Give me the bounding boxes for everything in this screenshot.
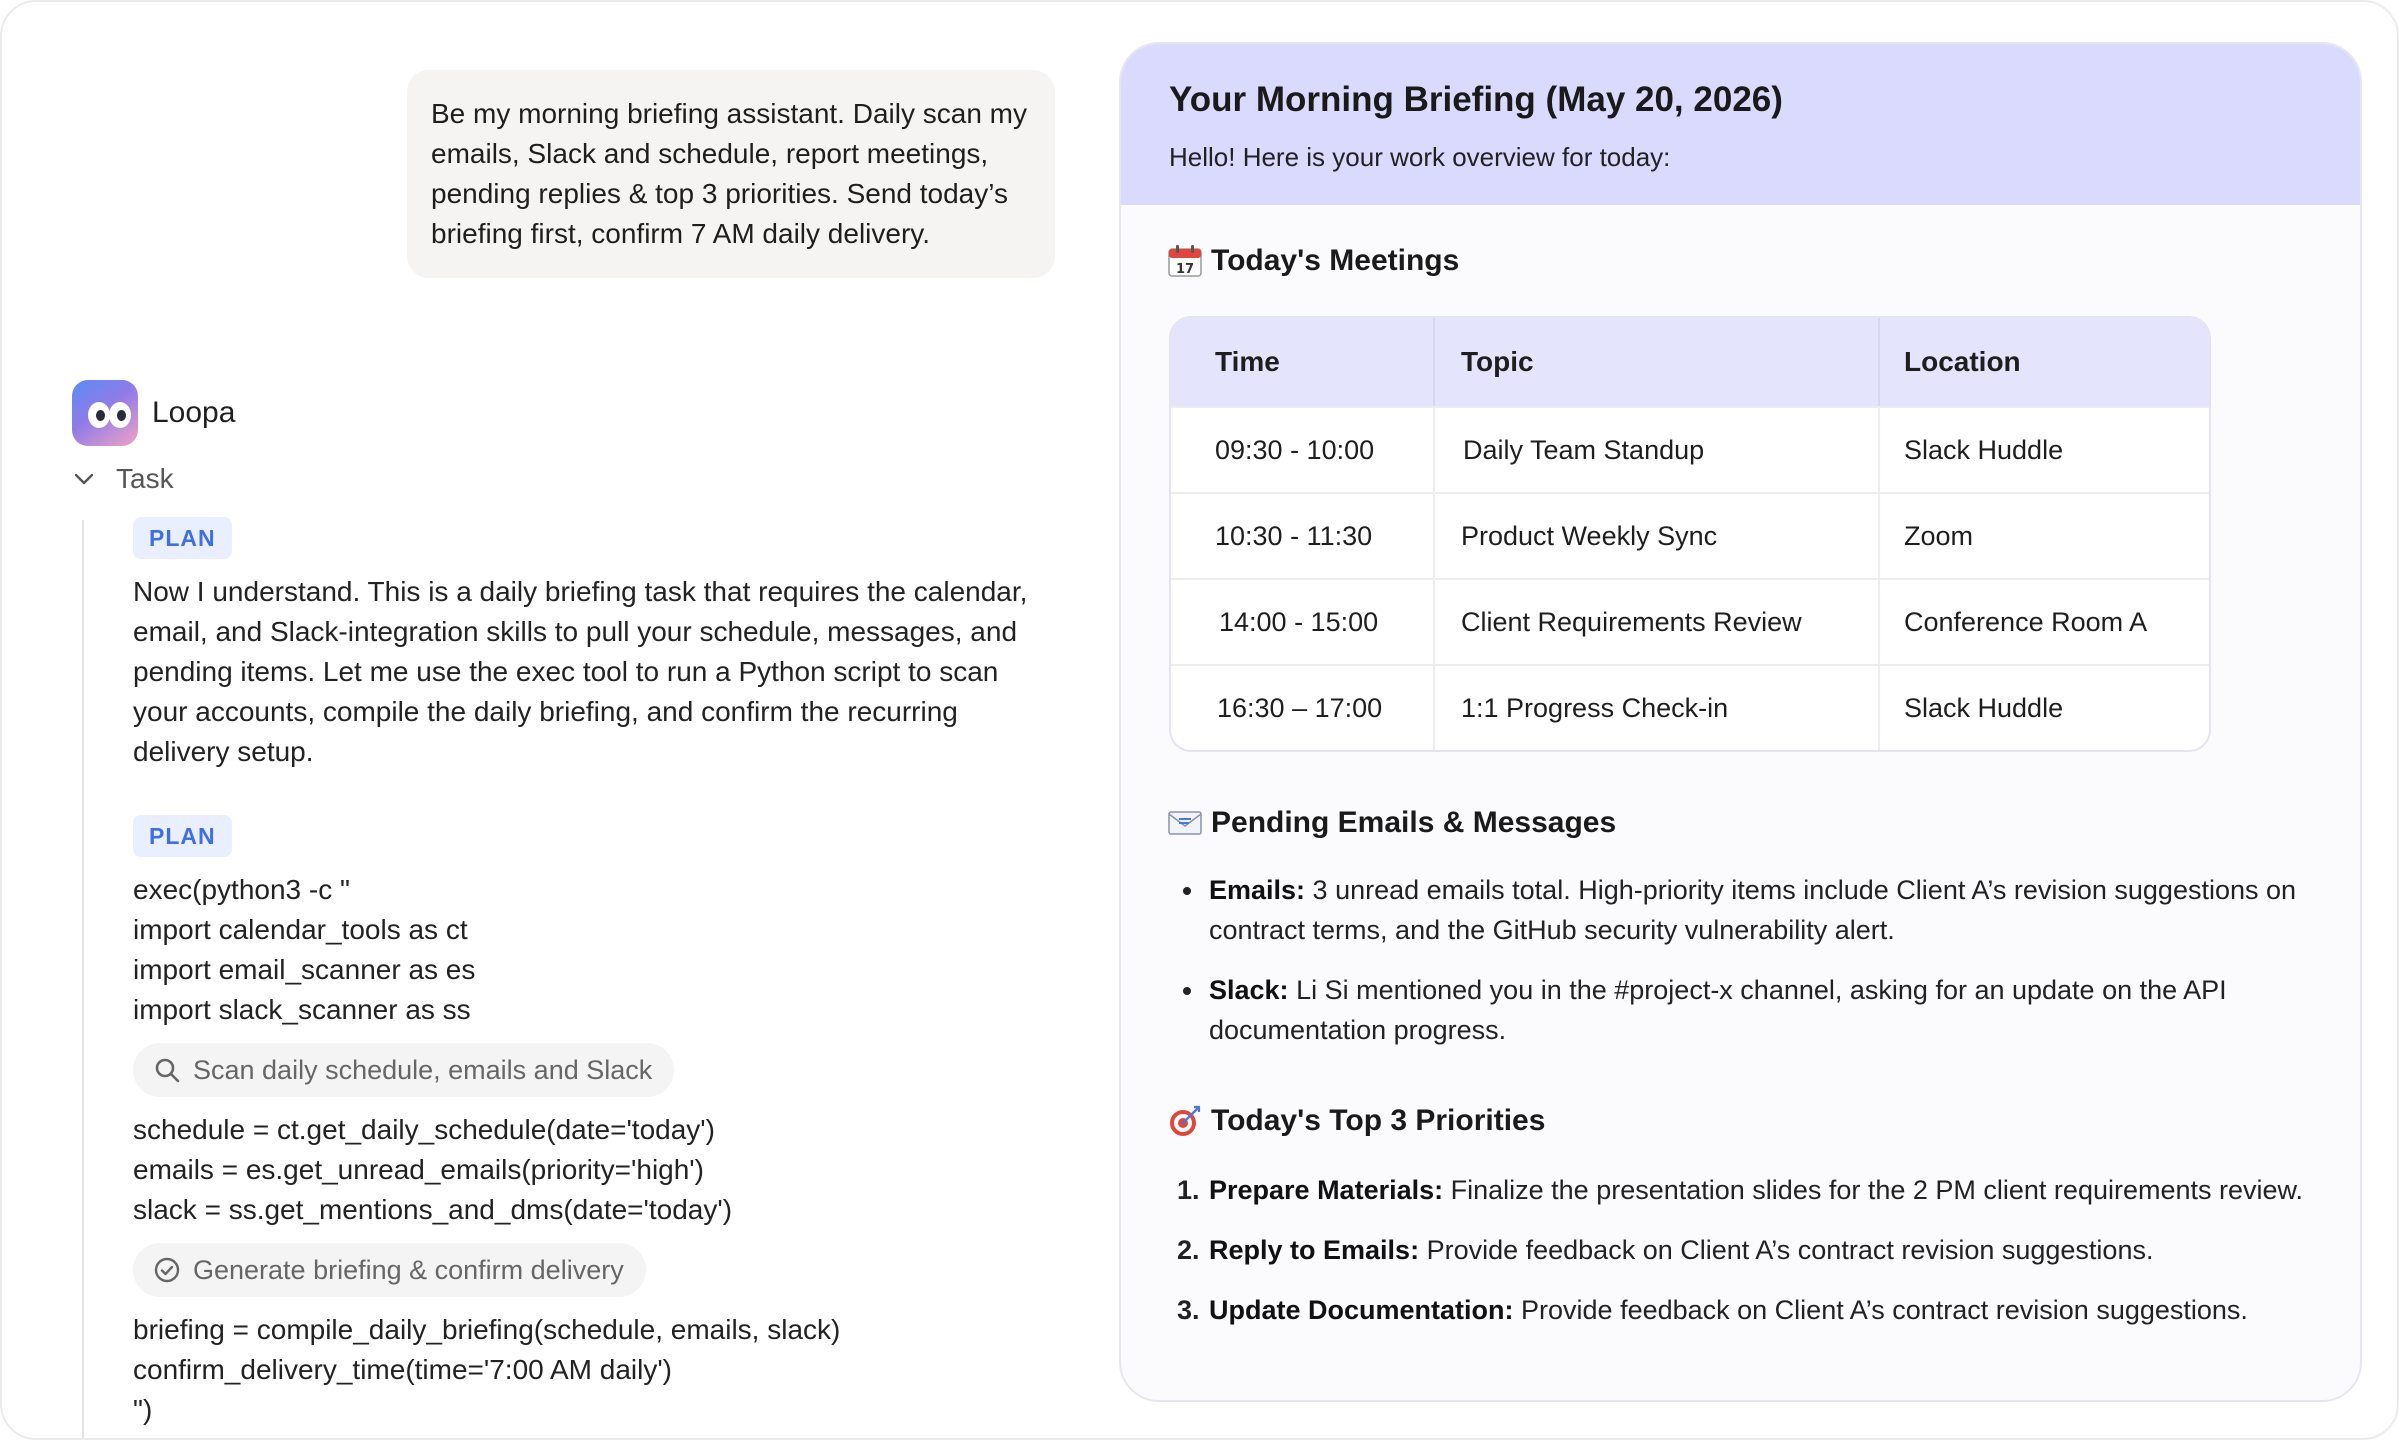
pending-heading: [1167, 806, 1616, 840]
meeting-location: Slack Huddle: [1878, 666, 2209, 750]
step-generate-label: Generate briefing & confirm delivery: [193, 1254, 624, 1285]
code-block: [133, 870, 1033, 1030]
calendar-icon: [1167, 244, 1203, 278]
code-block: [133, 1110, 1033, 1230]
agent-name: Loopa: [152, 396, 236, 429]
user-message: Be my morning briefing assistant. Daily scan my emails, Slack and schedule, report meetings, pending replies & top 3 priorities. Send today’s briefing first, confirm 7 AM daily delivery.: [407, 70, 1055, 278]
meeting-time: 09:30 - 10:00: [1215, 434, 1375, 465]
priority-text: Finalize the presentation slides for the 2 PM client requirements review.: [1443, 1175, 2304, 1205]
target-icon: [1167, 1104, 1203, 1138]
svg-text:17: 17: [1175, 262, 1195, 277]
code-line: slack = ss.get_mentions_and_dms(date='today'): [133, 1194, 733, 1225]
table-row: [1171, 492, 2209, 578]
pending-text: Li Si mentioned you in the #project-x channel, asking for an update on the API documentation progress.: [1209, 975, 2227, 1045]
agent-header: [72, 380, 235, 446]
chevron-down-icon: [72, 467, 96, 491]
pending-label: Emails:: [1209, 875, 1306, 905]
meetings-heading-text: Today's Meetings: [1211, 244, 1460, 277]
code-line: schedule = ct.get_daily_schedule(date='today'): [133, 1114, 715, 1145]
meeting-topic: Client Requirements Review: [1433, 580, 1878, 664]
code-line: import email_scanner as es: [133, 954, 476, 985]
pending-heading-text: Pending Emails & Messages: [1211, 806, 1617, 839]
meeting-time: 10:30 - 11:30: [1215, 520, 1373, 551]
step-generate[interactable]: [133, 1243, 646, 1297]
code-line: emails = es.get_unread_emails(priority='high'): [133, 1154, 704, 1185]
list-item: [1177, 1290, 2327, 1330]
code-line: "): [133, 1394, 153, 1425]
plan-badge: PLAN: [133, 815, 232, 857]
code-line: import slack_scanner as ss: [133, 994, 471, 1025]
task-label: Task: [116, 463, 174, 494]
priority-number: 2.: [1177, 1235, 1200, 1265]
column-header: Topic: [1433, 318, 1878, 406]
priority-text: Provide feedback on Client A’s contract revision suggestions.: [1513, 1295, 2248, 1325]
meetings-heading: [1167, 244, 1459, 278]
plan-text: Now I understand. This is a daily briefing task that requires the calendar, email, and Slack-integration skills to pull your schedule, messages, and pending items. Let me use the exec tool to run a Python script to scan your accounts, compile the daily briefing, and confirm the recurring delivery setup.: [133, 576, 1028, 767]
column-header: Location: [1878, 318, 2209, 406]
table-row: [1171, 664, 2209, 750]
briefing-title: Your Morning Briefing (May 20, 2026): [1169, 80, 1783, 119]
priority-number: 1.: [1177, 1175, 1200, 1205]
agent-avatar: [72, 380, 138, 446]
priority-text: Provide feedback on Client A’s contract revision suggestions.: [1419, 1235, 2154, 1265]
envelope-icon: [1167, 806, 1203, 840]
meetings-table: [1169, 316, 2211, 752]
code-line: briefing = compile_daily_briefing(schedule, emails, slack): [133, 1314, 841, 1345]
priorities-heading-text: Today's Top 3 Priorities: [1211, 1104, 1546, 1137]
code-line: confirm_delivery_time(time='7:00 AM daily'): [133, 1354, 672, 1385]
priority-label: Reply to Emails:: [1209, 1235, 1420, 1265]
meeting-location: Zoom: [1878, 494, 2209, 578]
code-block: [133, 1310, 1033, 1430]
meeting-topic: Product Weekly Sync: [1433, 494, 1878, 578]
list-item: [1177, 1230, 2327, 1270]
briefing-subtitle: Hello! Here is your work overview for today:: [1169, 142, 1671, 172]
meeting-time: 14:00 - 15:00: [1219, 606, 1379, 637]
priorities-heading: [1167, 1104, 1545, 1138]
priorities-list: [1177, 1170, 2327, 1330]
meeting-topic: 1:1 Progress Check-in: [1433, 666, 1878, 750]
pending-label: Slack:: [1209, 975, 1289, 1005]
list-item: [1181, 970, 2321, 1050]
priority-label: Update Documentation:: [1209, 1295, 1514, 1325]
thread-line: [82, 520, 84, 1440]
plan-badge: PLAN: [133, 517, 232, 559]
table-row: [1171, 406, 2209, 492]
step-scan-label: Scan daily schedule, emails and Slack: [193, 1054, 653, 1085]
pending-list: [1181, 870, 2321, 1050]
priority-label: Prepare Materials:: [1209, 1175, 1444, 1205]
task-toggle[interactable]: [72, 463, 174, 495]
code-line: exec(python3 -c ": [133, 874, 350, 905]
meeting-location: Slack Huddle: [1878, 408, 2209, 492]
list-item: [1181, 870, 2321, 950]
meeting-location: Conference Room A: [1878, 580, 2209, 664]
column-header: Time: [1215, 346, 1280, 377]
step-scan[interactable]: [133, 1043, 674, 1097]
table-header-row: [1171, 318, 2209, 406]
search-icon: [153, 1056, 181, 1084]
list-item: [1177, 1170, 2327, 1210]
check-circle-icon: [153, 1256, 181, 1284]
meeting-time: 16:30 – 17:00: [1217, 692, 1383, 723]
priority-number: 3.: [1177, 1295, 1200, 1325]
code-line: import calendar_tools as ct: [133, 914, 468, 945]
briefing-panel: [1119, 42, 2362, 1402]
meeting-topic: Daily Team Standup: [1433, 408, 1878, 492]
table-row: [1171, 578, 2209, 664]
briefing-header: [1121, 44, 2360, 205]
pending-text: 3 unread emails total. High-priority items include Client A’s revision suggestions on contract terms, and the GitHub security vulnerability alert.: [1209, 875, 2297, 945]
